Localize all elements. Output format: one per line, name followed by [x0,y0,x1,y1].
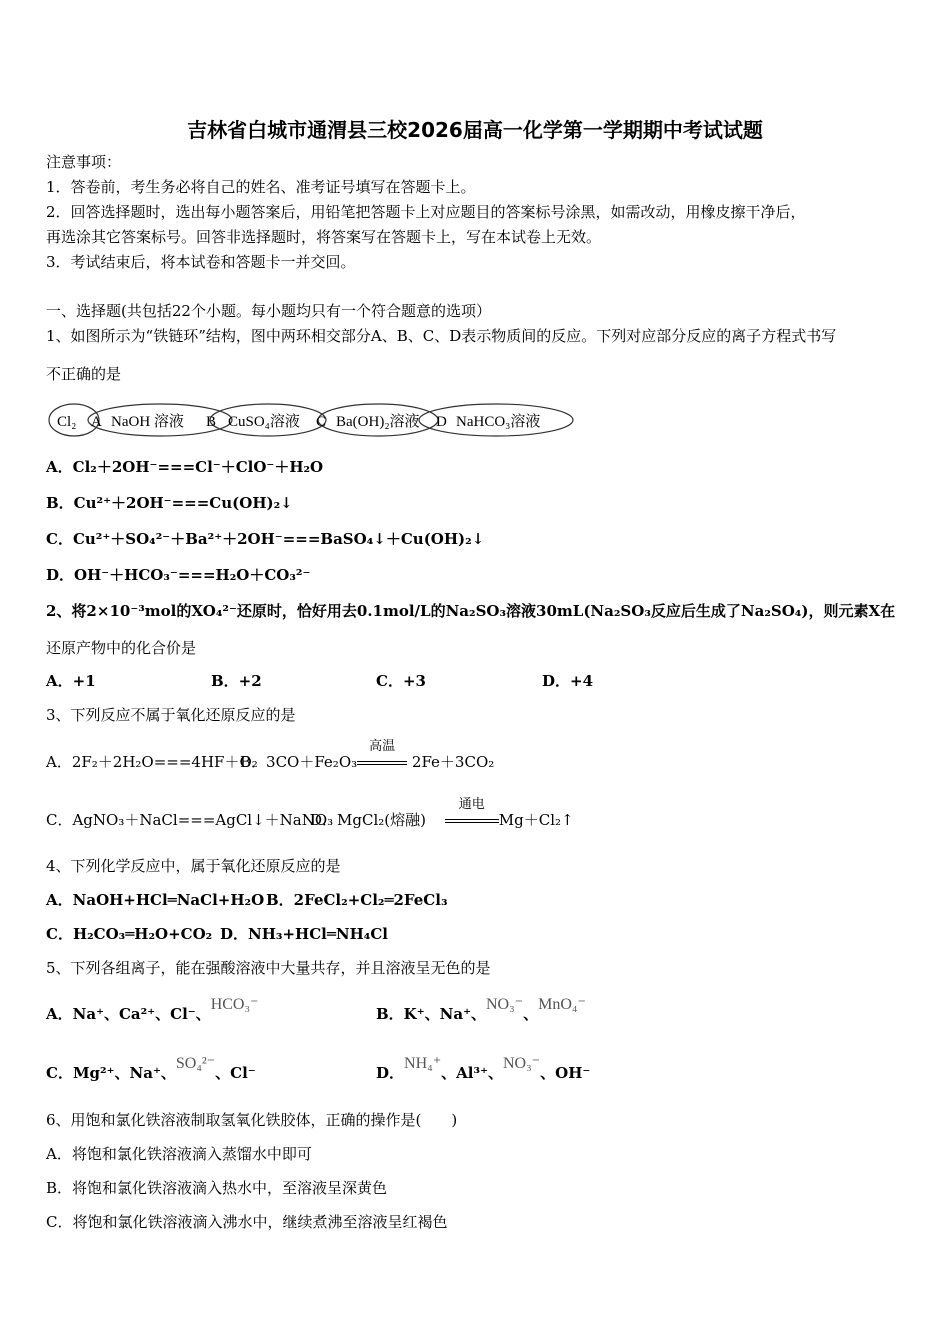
chain-label-cl2: Cl₂ [57,414,77,430]
q5-option-c-ion: SO₄²⁻ [175,1055,216,1072]
notice-item-2-cont: 再选涂其它答案标号。回答非选择题时，将答案写在答题卡上，写在本试卷上无效。 [46,228,602,246]
q5-option-d: D．NH₄⁺、Al³⁺、NO₃⁻、OH⁻ [376,1055,591,1082]
q4-option-d: D．NH₃+HCl═NH₄Cl [220,925,388,943]
q4-option-a: A．NaOH+HCl═NaCl+H₂O [46,891,265,909]
q4-option-b: B．2FeCl₂+Cl₂═2FeCl₃ [266,891,448,909]
q4-stem: 4、下列化学反应中，属于氧化还原反应的是 [46,857,341,875]
q5-option-c: C．Mg²⁺、Na⁺、SO₄²⁻、Cl⁻ [46,1055,256,1082]
section-heading: 一、选择题(共包括22个小题。每小题均只有一个符合题意的选项） [46,302,491,320]
q1-stem-2: 不正确的是 [46,365,122,383]
q2-option-b: B．+2 [211,672,262,690]
notice-item-3: 3．考试结束后，将本试卷和答题卡一并交回。 [46,253,356,271]
chain-label-b: B [206,414,217,430]
q2-option-c: C．+3 [376,672,426,690]
q1-stem-1: 1、如图所示为“铁链环”结构，图中两环相交部分A、B、C、D表示物质间的反应。下列对应部分反应的离子方程式书写 [46,327,837,345]
chain-label-c: C [316,414,327,430]
q5-option-d-ion-2: NO₃⁻ [502,1055,541,1072]
notice-heading: 注意事项： [46,153,122,171]
notice-item-1: 1．答卷前，考生务必将自己的姓名、准考证号填写在答题卡上。 [46,178,476,196]
q5-stem: 5、下列各组离子，能在强酸溶液中大量共存，并且溶液呈无色的是 [46,959,491,977]
q6-stem: 6、用饱和氯化铁溶液制取氢氧化铁胶体，正确的操作是( ) [46,1111,458,1129]
q2-option-a: A．+1 [46,672,96,690]
chain-label-nahco3: NaHCO₃溶液 [456,414,541,430]
chain-label-baoh2: Ba(OH)₂溶液 [336,414,420,430]
q5-option-b-ion-2: MnO₄⁻ [538,996,586,1013]
q5-option-a: A．Na⁺、Ca²⁺、Cl⁻、HCO₃⁻ [46,996,259,1023]
q3-stem: 3、下列反应不属于氧化还原反应的是 [46,706,296,724]
q2-option-d: D．+4 [542,672,594,690]
q3-option-d: D．MgCl₂(熔融) 通电 Mg＋Cl₂↑ [310,797,574,829]
page-title: 吉林省白城市通渭县三校2026届高一化学第一学期期中考试试题 [187,118,763,142]
iron-chain-diagram [48,402,578,438]
notice-item-2: 2．回答选择题时，选出每小题答案后，用铅笔把答题卡上对应题目的答案标号涂黑，如需改动，用橡皮擦干净后， [46,203,806,221]
q3-option-a: A．2F₂＋2H₂O===4HF＋O₂ [46,753,258,771]
q4-option-c: C．H₂CO₃═H₂O+CO₂ [46,925,213,943]
q5-option-b: B．K⁺、Na⁺、NO₃⁻、MnO₄⁻ [376,996,586,1023]
q1-option-a: A．Cl₂＋2OH⁻===Cl⁻＋ClO⁻＋H₂O [46,458,324,476]
q2-stem-1: 2、将2×10⁻³mol的XO₄²⁻还原时，恰好用去0.1mol/L的Na₂SO₃溶液30mL(Na₂SO₃反应后生成了Na₂SO₄)，则元素X在 [46,602,896,620]
q3-option-d-condition: 通电 [458,797,485,812]
q1-option-b: B．Cu²⁺＋2OH⁻===Cu(OH)₂↓ [46,494,293,512]
q3-option-b: B．3CO＋Fe₂O₃ 高温 2Fe＋3CO₂ [240,739,495,771]
q1-option-c: C．Cu²⁺＋SO₄²⁻＋Ba²⁺＋2OH⁻===BaSO₄↓＋Cu(OH)₂↓ [46,530,485,548]
chain-label-a: A [91,414,102,430]
q5-option-d-ion-1: NH₄⁺ [404,1055,442,1072]
q5-option-b-ion-1: NO₃⁻ [485,996,524,1013]
q1-option-d: D．OH⁻＋HCO₃⁻===H₂O＋CO₃²⁻ [46,566,311,584]
q6-option-a: A．将饱和氯化铁溶液滴入蒸馏水中即可 [46,1145,312,1163]
chain-label-cuso4: CuSO₄溶液 [228,414,300,430]
q3-option-c: C．AgNO₃＋NaCl===AgCl↓＋NaNO₃ [46,811,334,829]
q6-option-b: B．将饱和氯化铁溶液滴入热水中，至溶液呈深黄色 [46,1179,388,1197]
q3-option-b-condition: 高温 [369,739,396,754]
q6-option-c: C．将饱和氯化铁溶液滴入沸水中，继续煮沸至溶液呈红褐色 [46,1213,448,1231]
chain-label-d: D [436,414,447,430]
q2-stem-2: 还原产物中的化合价是 [46,639,197,657]
q5-option-a-ion: HCO₃⁻ [210,996,259,1013]
chain-label-naoh: NaOH 溶液 [111,414,184,430]
